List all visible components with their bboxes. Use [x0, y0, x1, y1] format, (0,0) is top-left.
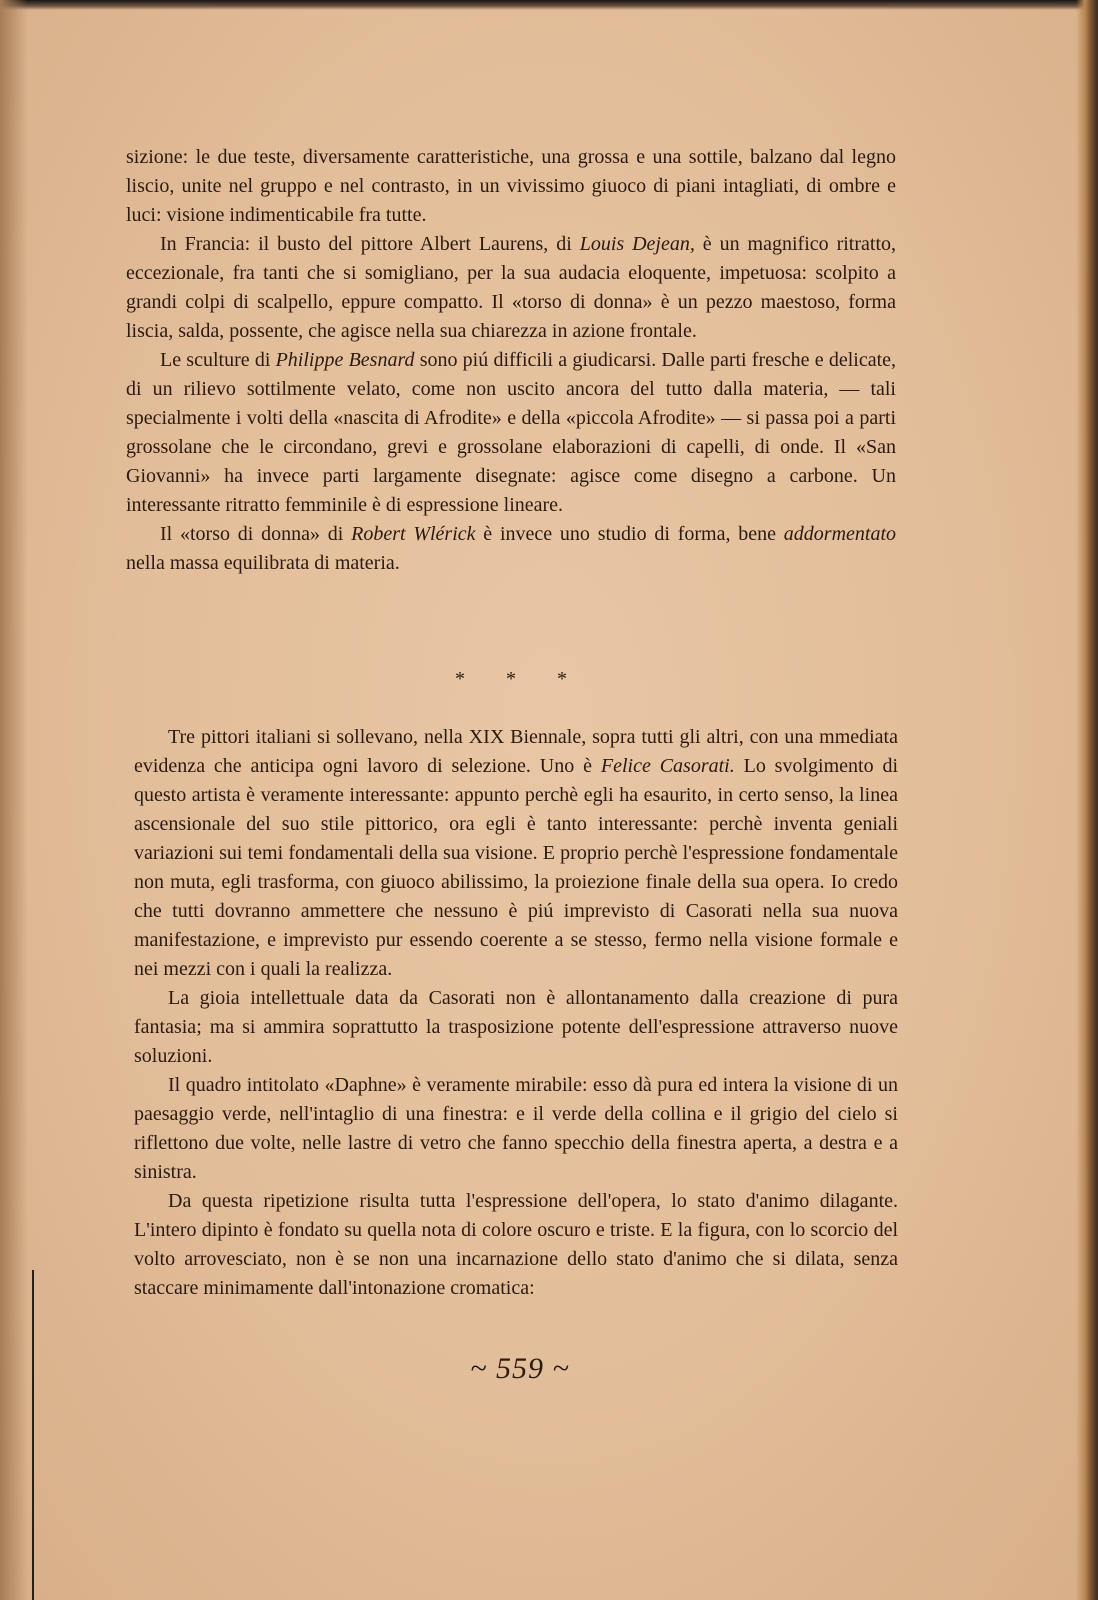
paragraph-text: Da questa ripetizione risulta tutta l'espressione dell'opera, lo stato d'animo dilagante. L'intero dipinto è fondato su quella nota di colore oscuro e triste. E la figura, con lo scorcio del volto arrovesciato, non è se non una incarnazione dello stato d'animo che si dilata, senza staccare minimamente dall'intonazione cromatica: — [134, 1190, 898, 1299]
paragraph-text: sizione: le due teste, diversamente caratteristiche, una grossa e una sottile, balzano dal legno liscio, unite nel gruppo e nel contrasto, in un vivissimo giuoco di piani intagliati, di ombre e luci: visione indimenticabile fra tutte. — [126, 146, 896, 226]
paragraph — [134, 984, 898, 1071]
paragraph-text: In Francia: il busto del pittore Albert Laurens, di — [160, 233, 580, 255]
page-top-shadow — [0, 0, 1098, 10]
text-section-painting — [134, 723, 898, 1303]
paragraph-text: Lo svolgimento di questo artista è veramente interessante: appunto perchè egli ha esaurito, in certo senso, la linea ascensionale del suo stile pittorico, ora egli è tanto interessante: perchè inventa geniali variazioni sui temi fondamentali della sua visione. E proprio perchè l'espressione fondamentale non muta, egli trasforma, con giuoco abilissimo, la proiezione finale della sua opera. Io credo che tutti dovranno ammettere che nessuno è piú imprevisto di Casorati nella sua nuova manifestazione, e imprevisto pur essendo coerente a se stesso, fermo nella visione formale e nei mezzi con i quali la realizza. — [134, 755, 898, 980]
paragraph-text: Tre pittori italiani si sollevano, nella XIX Biennale, sopra tutti gli altri, con una mmediata evidenza che anticipa ogni lavoro di selezione. Uno è — [134, 726, 898, 777]
text-section-sculpture — [126, 143, 896, 578]
section-separator: * * * — [455, 668, 585, 690]
paragraph-text: sono piú difficili a giudicarsi. Dalle parti fresche e delicate, di un rilievo sottilmente velato, come non uscito ancora del tutto dalla materia, — tali specialmente i volti della «nascita di Afrodite» e della «piccola Afrodite» — si passa poi a parti grossolane che le circondano, grevi e grossolane elaborazioni di capelli, di onde. Il «San Giovanni» ha invece parti largamente disegnate: agisce come disegno a carbone. Un interessante ritratto femminile è di espressione lineare. — [126, 349, 897, 516]
paragraph — [134, 723, 898, 984]
paragraph-text: Il quadro intitolato «Daphne» è veramente mirabile: esso dà pura ed intera la visione di un paesaggio verde, nell'intaglio di una finestra: e il verde della collina e il grigio del cielo si riflettono due volte, nelle lastre di vetro che fanno specchio della finestra aperta, a destra e a sinistra. — [134, 1074, 898, 1183]
emphasized-word: addormentato — [783, 523, 896, 545]
artist-name: Felice Casorati. — [600, 755, 735, 777]
paragraph-text: è invece uno studio di forma, bene — [475, 523, 784, 545]
paragraph-text: Il «torso di donna» di — [160, 523, 352, 545]
paragraph — [126, 346, 896, 520]
paragraph-text: La gioia intellettuale data da Casorati non è allontanamento dalla creazione di pura fantasia; ma si ammira soprattutto la trasposizione potente dell'espressione attraverso nuove soluzioni. — [134, 987, 898, 1067]
artist-name: Philippe Besnard — [275, 349, 415, 371]
binding-line — [32, 1270, 34, 1600]
page-right-edge — [1076, 0, 1098, 1600]
paragraph-text: è un magnifico ritratto, eccezionale, fra tanti che si somigliano, per la sua audacia eloquente, impetuosa: scolpito a grandi colpi di scalpello, eppure compatto. Il «torso di donna» è un pezzo maestoso, forma liscia, salda, possente, che agisce nella sua chiarezza in azione frontale. — [126, 233, 896, 342]
paragraph-text: nella massa equilibrata di materia. — [126, 552, 400, 574]
paragraph — [126, 230, 896, 346]
paragraph — [134, 1071, 898, 1187]
paragraph — [126, 520, 896, 578]
paragraph-text: Le sculture di — [160, 349, 276, 371]
artist-name: Robert Wlérick — [351, 523, 476, 545]
page-number: ~ 559 ~ — [470, 1352, 570, 1385]
paragraph — [134, 1187, 898, 1303]
artist-name: Louis Dejean, — [579, 233, 695, 255]
paragraph — [126, 143, 896, 230]
